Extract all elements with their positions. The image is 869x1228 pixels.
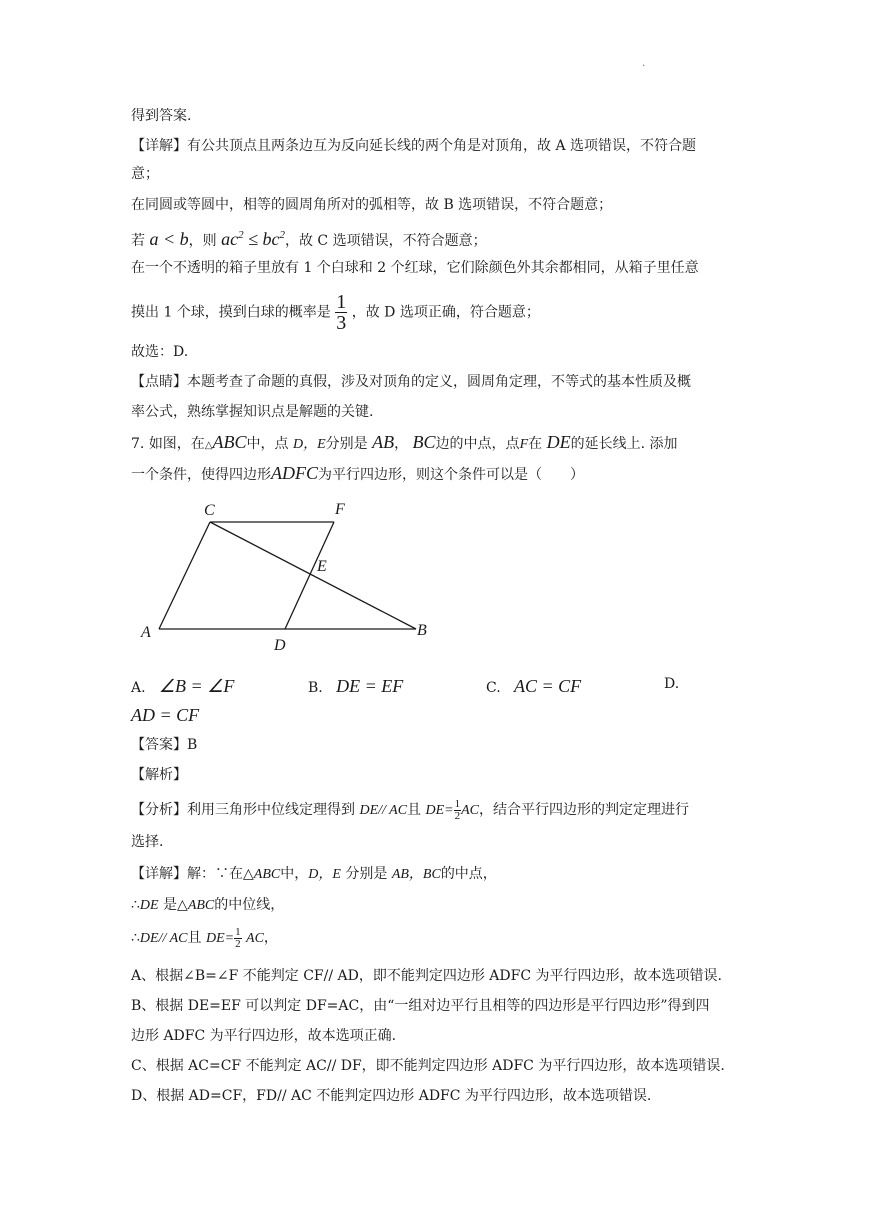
label-c: C xyxy=(204,502,215,519)
label-f: F xyxy=(335,501,345,518)
detail1-line4: 在一个不透明的箱子里放有 1 个白球和 2 个红球，它们除颜色外其余都相同，从箱子里任意 xyxy=(131,260,699,276)
label-e: E xyxy=(317,558,327,575)
option-a[interactable]: A. ∠B = ∠F xyxy=(131,676,235,696)
segment-ca xyxy=(159,522,210,629)
intro-line: 得到答案. xyxy=(131,108,192,124)
segment-cb xyxy=(210,522,416,629)
detail1-line1b: 意； xyxy=(131,166,159,182)
detail2-option-a: A、根据∠B=∠F 不能判定 CF// AD，即不能判定四边形 ADFC 为平行四边形，故本选项错误. xyxy=(131,968,722,984)
detail2-line3: ∴DE// AC且 DE= $\frac{1}{2}$ AC， xyxy=(131,925,278,950)
detail2-line1: 【详解】解：∵在△ABC中，D，E 分别是 AB，BC的中点， xyxy=(131,866,497,882)
analysis-line1: 【分析】利用三角形中位线定理得到 DE// AC且 DE= $\frac{1}{2}$ AC，结合平行四边形的判定定理进行 xyxy=(131,797,689,822)
segment-fd xyxy=(285,522,334,629)
option-d-expr[interactable]: AD = CF xyxy=(131,705,200,725)
detail2-option-b1: B、根据 DE=EF 可以判定 DF=AC，由“一组对边平行且相等的四边形是平行四边形”得到四 xyxy=(131,998,710,1014)
comment1-line2: 率公式，熟练掌握知识点是解题的关键. xyxy=(131,404,374,420)
detail2-option-b2: 边形 ADFC 为平行四边形，故本选项正确. xyxy=(131,1028,397,1044)
analysis-line2: 选择. xyxy=(131,834,164,850)
answer-line: 【答案】B xyxy=(131,737,198,753)
comment1-line1: 【点睛】本题考查了命题的真假，涉及对顶角的定义，圆周角定理，不等式的基本性质及概 xyxy=(131,374,691,390)
label-a: A xyxy=(141,624,151,641)
detail2-option-c: C、根据 AC=CF 不能判定 AC// DF，即不能判定四边形 ADFC 为平行四边形，故本选项错误. xyxy=(131,1058,725,1074)
header-mark: . xyxy=(642,58,646,69)
detail2-line2: ∴DE 是△ABC的中位线， xyxy=(131,897,285,913)
detail1-line3: 若 a < b，则 $ac^2 \le bc^2$，故 C 选项错误，不符合题意； xyxy=(131,229,487,249)
option-c[interactable]: C. AC = CF xyxy=(486,676,582,696)
label-b: B xyxy=(417,622,427,639)
option-d-key[interactable]: D. xyxy=(664,676,680,692)
fraction-one-third: $\frac{1}{3}$ xyxy=(336,291,347,334)
question-line2: 一个条件，使得四边形ADFC为平行四边形，则这个条件可以是（ ） xyxy=(131,463,584,483)
question-line1: 7. 如图，在△ABC中，点 D，E分别是 AB， BC边的中点，点F在 DE的延长线上. 添加 xyxy=(131,432,678,452)
label-d: D xyxy=(274,637,286,654)
option-b[interactable]: B. DE = EF xyxy=(308,676,404,696)
analysis-title: 【解析】 xyxy=(131,767,187,783)
detail1-line2: 在同圆或等圆中，相等的圆周角所对的弧相等，故 B 选项错误，不符合题意； xyxy=(131,197,613,213)
detail2-option-d: D、根据 AD=CF，FD// AC 不能判定四边形 ADFC 为平行四边形，故本选项错误. xyxy=(131,1088,652,1104)
detail1-line5: 摸出 1 个球，摸到白球的概率是 $\frac{1}{3}$ ，故 D 选项正确，符合题意； xyxy=(131,291,540,334)
geometry-figure xyxy=(135,495,435,655)
detail1-choose: 故选：D. xyxy=(131,344,189,360)
detail1-line1: 【详解】有公共顶点且两条边互为反向延长线的两个角是对顶角，故 A 选项错误，不符合题 xyxy=(131,138,697,154)
